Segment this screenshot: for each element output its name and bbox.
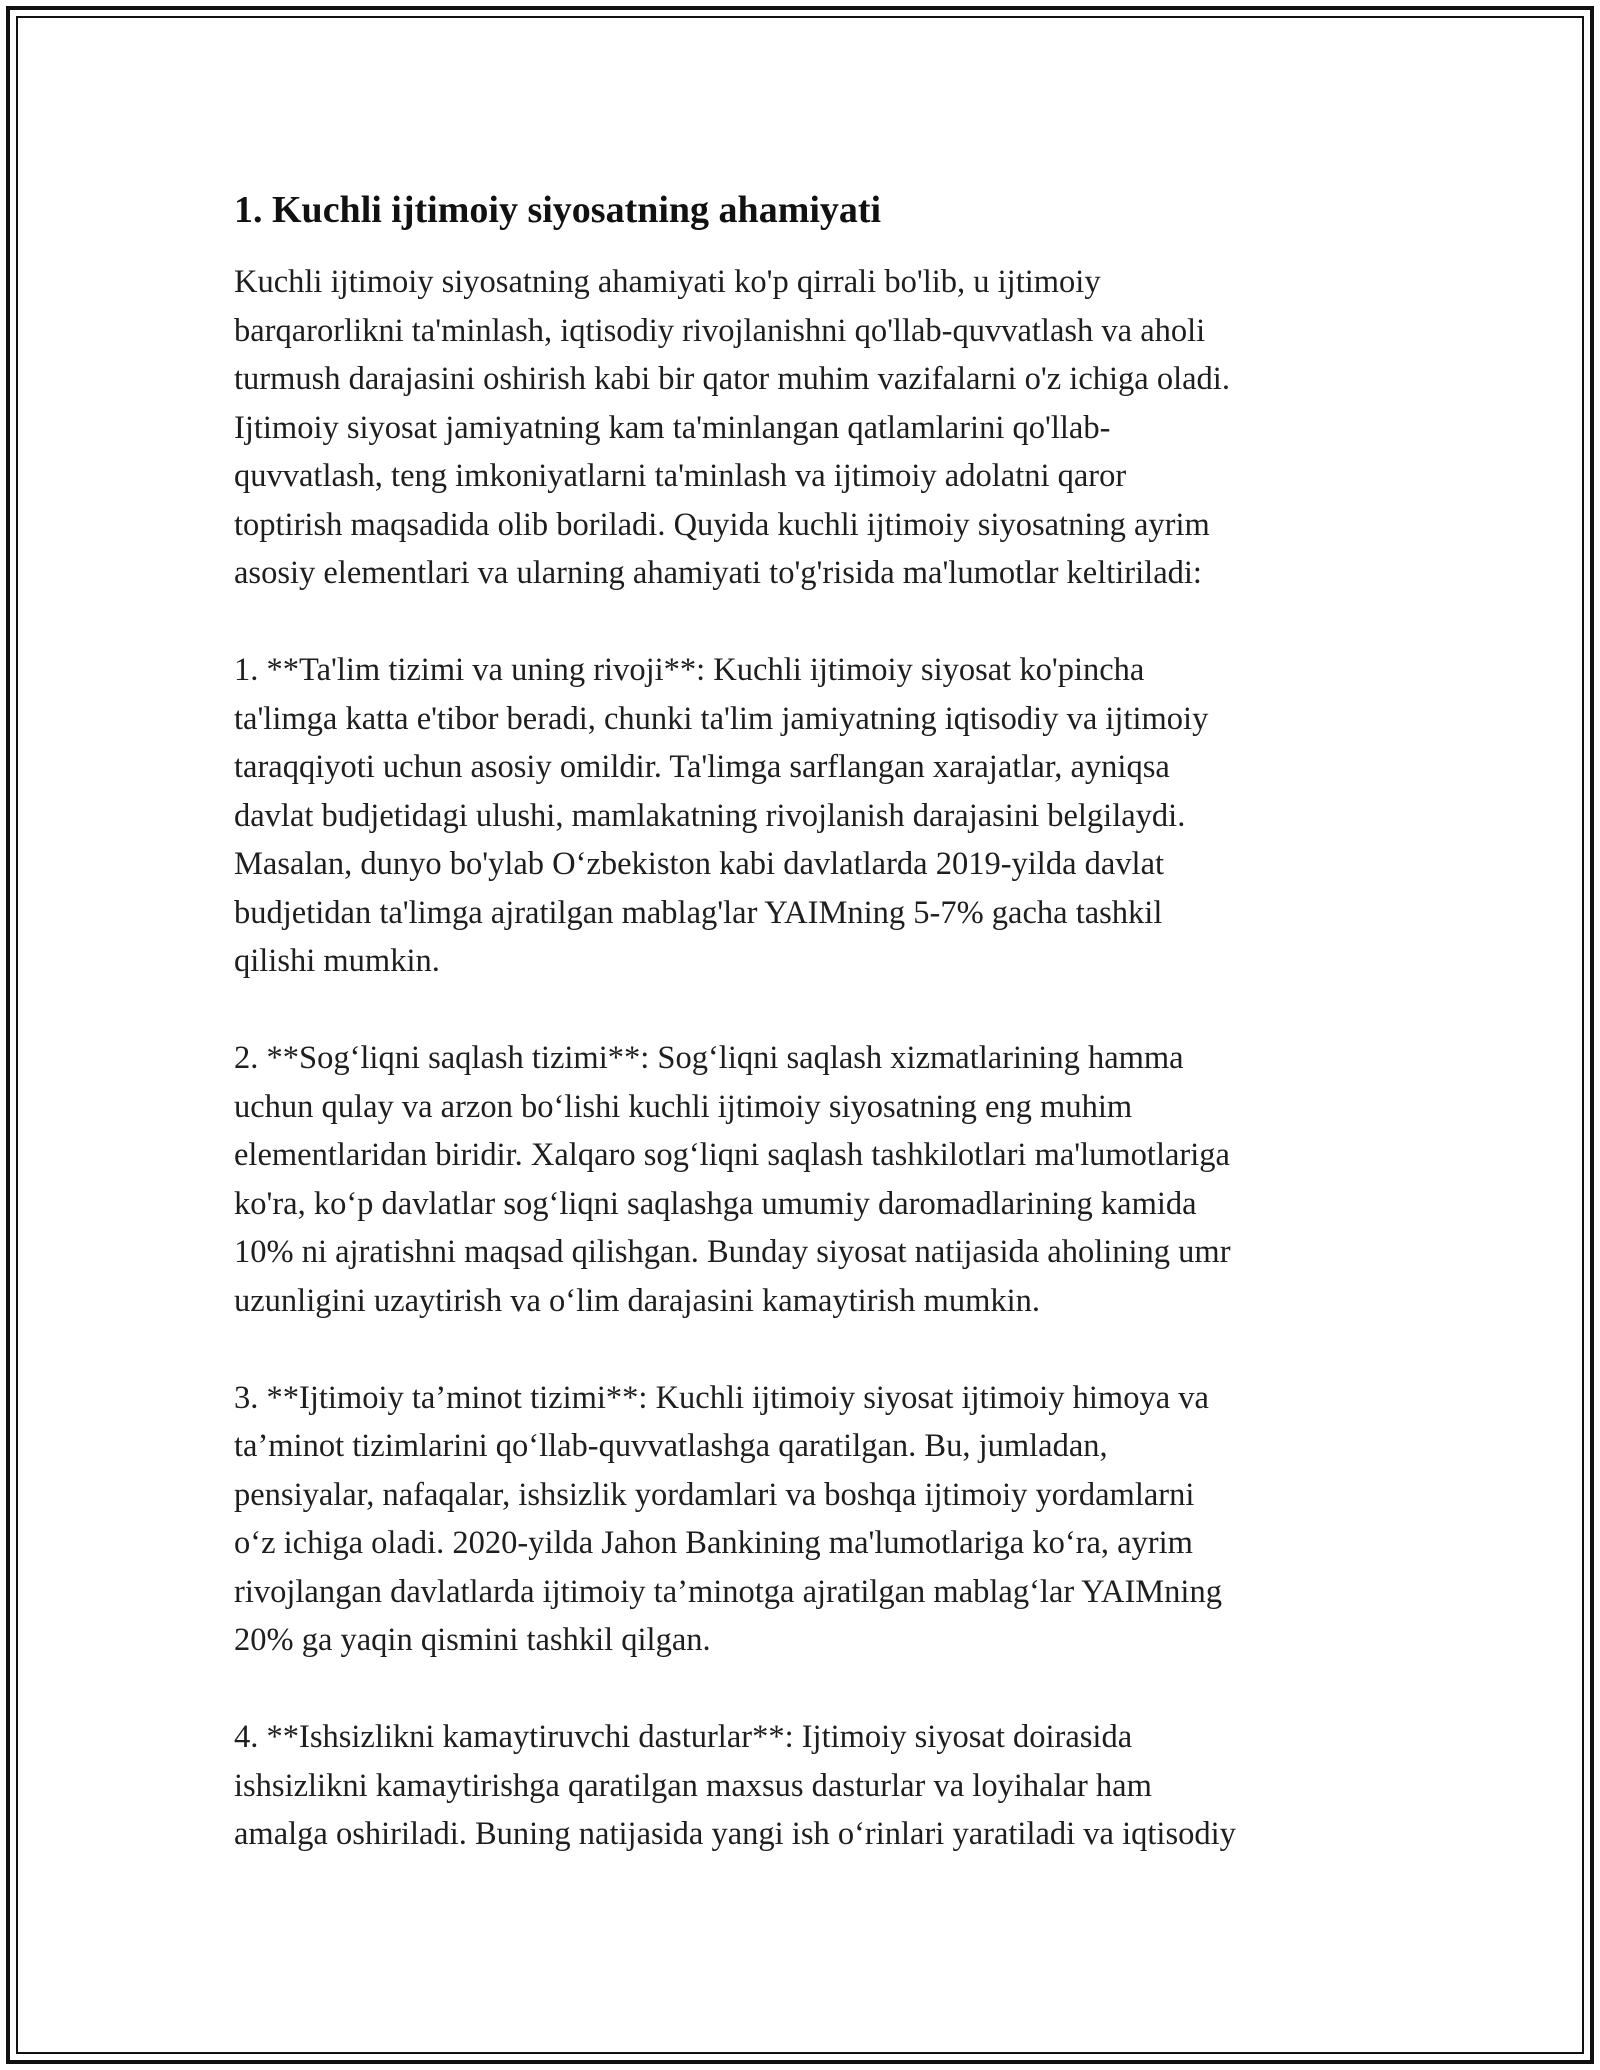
text-line: 2. **Sog‘liqni saqlash tizimi**: Sog‘liqni saqlash xizmatlarining hamma xyxy=(234,1040,1184,1076)
text-line: taraqqiyoti uchun asosiy omildir. Ta'limga sarflangan xarajatlar, ayniqsa xyxy=(234,749,1170,785)
text-line: turmush darajasini oshirish kabi bir qator muhim vazifalarni o'z ichiga oladi. xyxy=(234,361,1230,397)
text-line: rivojlangan davlatlarda ijtimoiy ta’minotga ajratilgan mablag‘lar YAIMning xyxy=(234,1573,1222,1610)
text-line: uchun qulay va arzon bo‘lishi kuchli ijtimoiy siyosatning eng muhim xyxy=(234,1088,1133,1125)
text-line: asosiy elementlari va ularning ahamiyati to'g'risida ma'lumotlar keltiriladi: xyxy=(234,555,1202,591)
text-line: ta'limga katta e'tibor beradi, chunki ta'lim jamiyatning iqtisodiy va ijtimoiy xyxy=(234,700,1209,737)
document-body xyxy=(234,186,1374,1907)
text-line: quvvatlash, teng imkoniyatlarni ta'minlash va ijtimoiy adolatni qaror xyxy=(234,458,1127,494)
social-security-paragraph xyxy=(234,1374,1374,1665)
text-line: ishsizlikni kamaytirishga qaratilgan maxsus dasturlar va loyihalar ham xyxy=(234,1767,1152,1804)
education-paragraph xyxy=(234,646,1374,986)
intro-paragraph xyxy=(234,258,1374,598)
text-line: 4. **Ishsizlikni kamaytiruvchi dasturlar**: Ijtimoiy siyosat doirasida xyxy=(234,1719,1133,1755)
text-line: qilishi mumkin. xyxy=(234,943,440,979)
text-line: 3. **Ijtimoiy ta’minot tizimi**: Kuchli ijtimoiy siyosat ijtimoiy himoya va xyxy=(234,1379,1209,1416)
section-heading: 1. Kuchli ijtimoiy siyosatning ahamiyati xyxy=(234,189,882,231)
text-line: ta’minot tizimlarini qo‘llab-quvvatlashga qaratilgan. Bu, jumladan, xyxy=(234,1428,1108,1464)
text-line: elementlaridan biridir. Xalqaro sog‘liqni saqlash tashkilotlari ma'lumotlariga xyxy=(234,1137,1230,1173)
text-line: 20% ga yaqin qismini tashkil qilgan. xyxy=(234,1622,711,1658)
text-line: uzunligini uzaytirish va o‘lim darajasini kamaytirish mumkin. xyxy=(234,1282,1041,1319)
text-line: ko'ra, ko‘p davlatlar sog‘liqni saqlashga umumiy daromadlarining kamida xyxy=(234,1185,1197,1222)
text-line: 10% ni ajratishni maqsad qilishgan. Bunday siyosat natijasida aholining umr xyxy=(234,1234,1231,1270)
text-line: davlat budjetidagi ulushi, mamlakatning rivojlanish darajasini belgilaydi. xyxy=(234,797,1186,834)
text-line: Kuchli ijtimoiy siyosatning ahamiyati ko'p qirrali bo'lib, u ijtimoiy xyxy=(234,264,1101,300)
text-line: pensiyalar, nafaqalar, ishsizlik yordamlari va boshqa ijtimoiy yordamlarni xyxy=(234,1476,1195,1513)
text-line: toptirish maqsadida olib boriladi. Quyida kuchli ijtimoiy siyosatning ayrim xyxy=(234,506,1210,543)
text-line: budjetidan ta'limga ajratilgan mablag'lar YAIMning 5-7% gacha tashkil xyxy=(234,894,1163,931)
text-line: 1. **Ta'lim tizimi va uning rivoji**: Kuchli ijtimoiy siyosat ko'pincha xyxy=(234,652,1145,688)
text-line: amalga oshiriladi. Buning natijasida yangi ish o‘rinlari yaratiladi va iqtisodiy xyxy=(234,1816,1236,1852)
text-line: Masalan, dunyo bo'ylab O‘zbekiston kabi davlatlarda 2019-yilda davlat xyxy=(234,846,1165,882)
text-line: barqarorlikni ta'minlash, iqtisodiy rivojlanishni qo'llab-quvvatlash va aholi xyxy=(234,312,1206,349)
text-line: Ijtimoiy siyosat jamiyatning kam ta'minlangan qatlamlarini qo'llab- xyxy=(234,409,1111,446)
text-line: o‘z ichiga oladi. 2020-yilda Jahon Bankining ma'lumotlariga ko‘ra, ayrim xyxy=(234,1525,1193,1561)
healthcare-paragraph xyxy=(234,1034,1374,1325)
unemployment-paragraph xyxy=(234,1713,1374,1859)
